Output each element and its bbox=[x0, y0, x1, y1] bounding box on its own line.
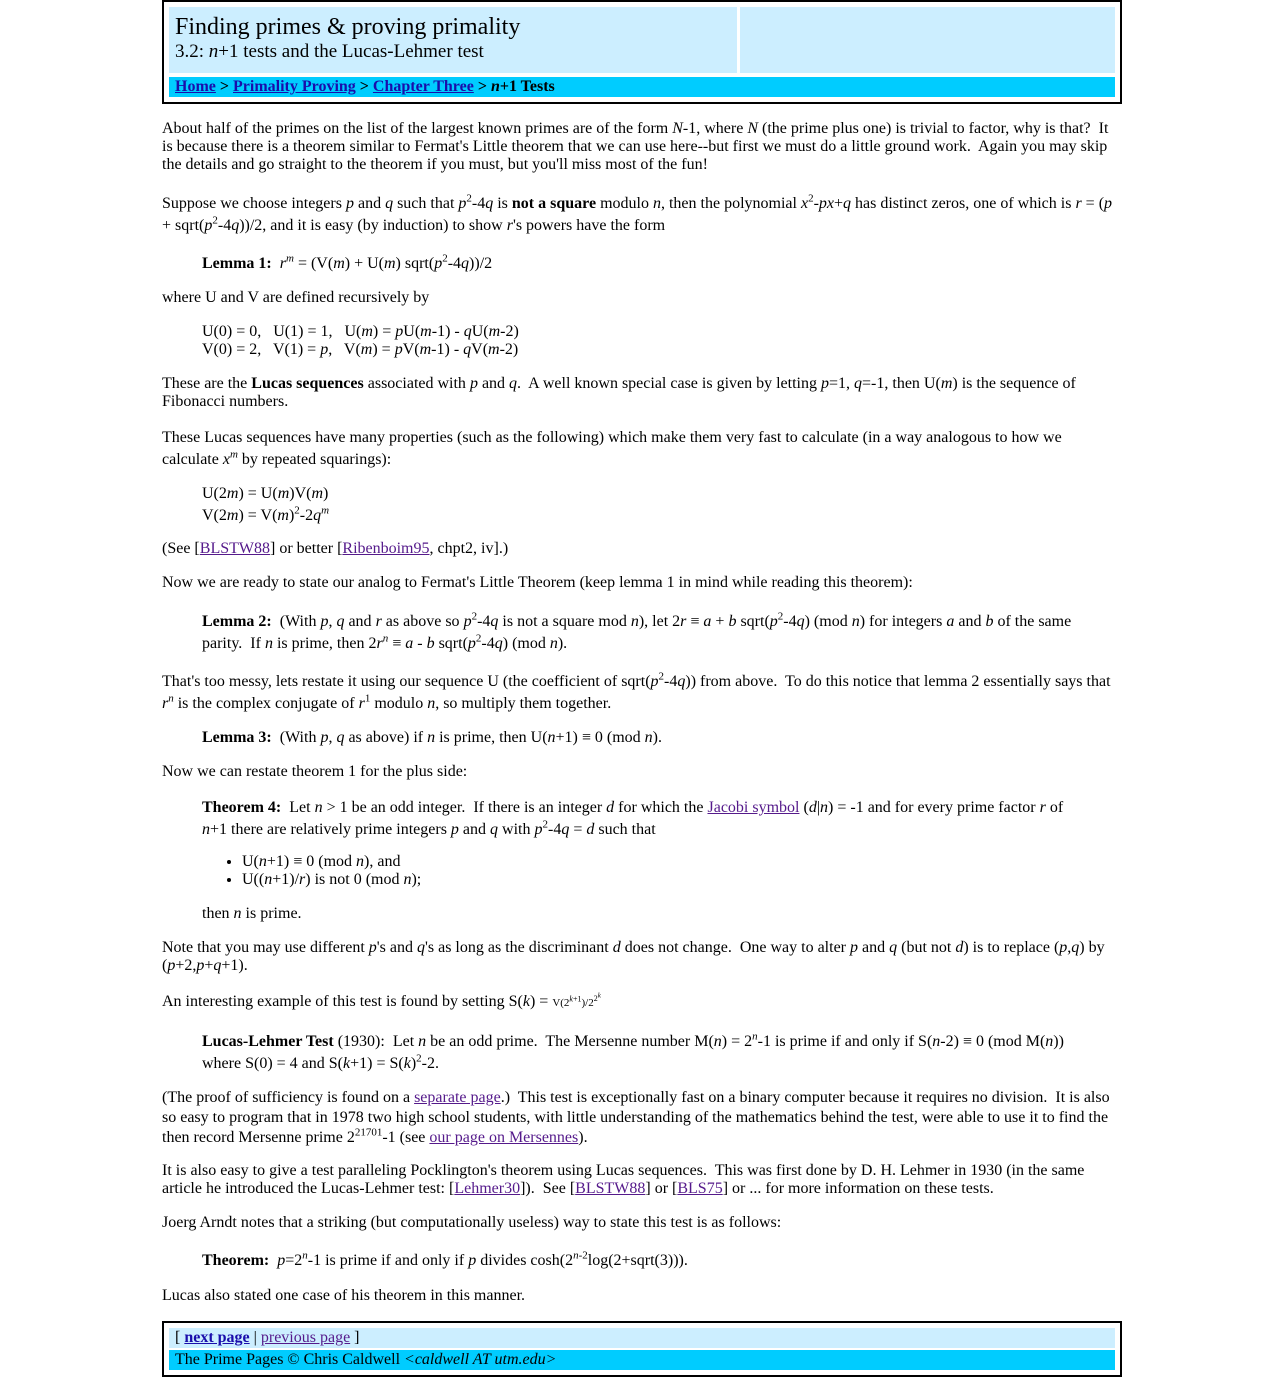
previous-page-link[interactable]: previous page bbox=[260, 1329, 351, 1346]
lemma-1-label: Lemma 1: bbox=[202, 255, 272, 272]
footer-box bbox=[162, 1321, 1122, 1377]
lucas-lehmer-label: Lucas-Lehmer Test bbox=[202, 1033, 334, 1050]
copyright-bar bbox=[169, 1350, 1115, 1370]
doubling-formulas: U(2m) = U(m)V(m) $V(2m) = V(m)^2-2q^m$ bbox=[202, 485, 330, 524]
fermat-analog-paragraph: Now we are ready to state our analog to Fermat's Little Theorem (keep lemma 1 in mind while reading this theorem): bbox=[162, 574, 913, 591]
lemma-3: Lemma 3: (With p, q as above) if n is prime, then U(n+1) ≡ 0 (mod n). bbox=[202, 729, 662, 746]
blstw88-link[interactable]: BLSTW88 bbox=[199, 540, 270, 557]
list-item: • U(n+1) ≡ 0 (mod n), and bbox=[242, 853, 1082, 871]
list-item: • U((n+1)/r) is not 0 (mod n); bbox=[242, 871, 1082, 889]
recursion-intro: where U and V are defined recursively by bbox=[162, 289, 430, 306]
restate-paragraph: That's too messy, lets restate it using our sequence U (the coefficient of $sqrt(p^2-4q)$) from above. To do this notice that lemma 2 essentially says that $r^n$ is the complex conjugate of $r^1$ modulo n, so multiply them together. bbox=[162, 670, 1111, 712]
page-nav: [ next page | previous page ] bbox=[169, 1328, 1115, 1348]
page-title: Finding primes & proving primality bbox=[175, 14, 521, 40]
theorem-intro: Now we can restate theorem 1 for the plus side: bbox=[162, 763, 468, 780]
lucas-manner-paragraph: Lucas also stated one case of his theorem in this manner. bbox=[162, 1287, 526, 1304]
subtitle-number: 3.2: bbox=[175, 41, 209, 62]
lucas-sequences-paragraph: These are the Lucas sequences associated with p and q. A well known special case is given by letting p=1, q=-1, then U(m) is the sequence of Fibonacci numbers. bbox=[162, 375, 1076, 410]
arndt-paragraph: Joerg Arndt notes that a striking (but computationally useless) way to state this test is as follows: bbox=[162, 1214, 782, 1231]
author-email: <caldwell AT utm.edu> bbox=[404, 1351, 557, 1368]
next-page-link[interactable]: next page bbox=[184, 1329, 250, 1346]
header-box bbox=[162, 0, 1122, 104]
references-paragraph: (See [BLSTW88] or better [Ribenboim95, chpt2, iv].) bbox=[162, 540, 509, 557]
properties-paragraph: These Lucas sequences have many properties (such as the following) which make them very fast to calculate (in a way analogous to how we calculate $x^m$ by repeated squarings): bbox=[162, 429, 1062, 468]
cosh-theorem: Theorem: $p=2^n-1$ is prime if and only if p divides $\cosh(2^{n-2}\log(2+sqrt(3)))$. bbox=[202, 1249, 688, 1269]
breadcrumb bbox=[169, 77, 1115, 97]
page-subtitle bbox=[175, 41, 731, 63]
copyright-text: The Prime Pages © Chris Caldwell bbox=[175, 1351, 405, 1368]
mersennes-link[interactable]: our page on Mersennes bbox=[429, 1129, 579, 1146]
discriminant-paragraph: Note that you may use different p's and q's as long as the discriminant d does not change. One way to alter p and q (but not d) is to replace (p,q) by (p+2,p+q+1). bbox=[162, 939, 1105, 974]
lucas-lehmer-test: Lucas-Lehmer Test (1930): Let n be an odd prime. The Mersenne number $M(n) = 2^n-1$ is prime if and only if S(n-2) ≡ 0 (mod M(n)) where S(0) = 4 and $S(k+1) = S(k)^2-2$. bbox=[202, 1030, 1064, 1072]
theorem-4-label: Theorem 4: bbox=[202, 799, 282, 816]
header-row bbox=[169, 7, 1115, 73]
header-title-cell bbox=[169, 7, 737, 73]
lehmer30-link[interactable]: Lehmer30 bbox=[454, 1180, 521, 1197]
breadcrumb-chapter-link[interactable]: Chapter Three bbox=[372, 78, 474, 95]
intro-paragraph: About half of the primes on the list of the largest known primes are of the form N-1, where N (the prime plus one) is trivial to factor, why is that? It is because there is a theorem similar to Fermat's Little theorem that we can use here--but first we must do a little ground work. Again you may skip the details and go straight to the theorem if you must, but you'll miss most of the fun! bbox=[162, 120, 1109, 173]
cosh-theorem-label: Theorem: bbox=[202, 1252, 270, 1269]
breadcrumb-home-link[interactable]: Home bbox=[175, 78, 216, 95]
bls75-link[interactable]: BLS75 bbox=[677, 1180, 723, 1197]
breadcrumb-separator: > bbox=[473, 78, 491, 95]
lemma-2-label: Lemma 2: bbox=[202, 613, 272, 630]
lemma-3-label: Lemma 3: bbox=[202, 729, 272, 746]
jacobi-symbol-link[interactable]: Jacobi symbol bbox=[707, 799, 800, 816]
separate-page-link[interactable]: separate page bbox=[414, 1089, 501, 1106]
example-paragraph: An interesting example of this test is found by setting $S(k) = V(2^{k+1})/2^{2^k}$ bbox=[162, 991, 601, 1010]
lemma-1: Lemma 1: $r^m = (V(m) + U(m)$ $sqrt(p^2-4q))/2$ bbox=[202, 252, 493, 272]
subtitle-n: n bbox=[208, 41, 219, 62]
ribenboim95-link[interactable]: Ribenboim95 bbox=[342, 540, 430, 557]
recursion-formulas: U(0) = 0, U(1) = 1, U(m) = pU(m-1) - qU(m-2) V(0) = 2, V(1) = p, V(m) = pV(m-1) - qV(m-2) bbox=[202, 323, 519, 358]
s-k-formula: $V(2^{k+1})/2^{2^k}$ bbox=[552, 991, 601, 1009]
header-empty-cell bbox=[740, 7, 1115, 73]
sufficiency-paragraph: (The proof of sufficiency is found on a separate page.) This test is exceptionally fast on a binary computer because it requires no division. It is also so easy to program that in 1978 two high school students, with little understanding of the mathematics behind the test, were able to use it to find the then record Mersenne prime $2^{21701}-1$ (see our page on Mersennes). bbox=[162, 1089, 1110, 1146]
breadcrumb-separator: > bbox=[215, 78, 233, 95]
breadcrumb-current-n: n bbox=[490, 78, 500, 95]
breadcrumb-separator: > bbox=[355, 78, 373, 95]
breadcrumb-primality-link[interactable]: Primality Proving bbox=[233, 78, 356, 95]
pocklington-paragraph: It is also easy to give a test paralleling Pocklington's theorem using Lucas sequences. This was first done by D. H. Lehmer in 1930 (in the same article he introduced the Lucas-Lehmer test: [Lehmer30]). See [BLSTW88] or [BLS75] or ... for more information on these tests. bbox=[162, 1162, 1085, 1197]
setup-paragraph: Suppose we choose integers p and q such that $p^2-4q$ is not a square modulo n, then the polynomial $x^2-px+q$ has distinct zeros, one of which is $r = (p + sqrt(p^2-4q))/2$, and it is easy (by induction) to show r's powers have the form bbox=[162, 192, 1113, 234]
lemma-2: Lemma 2: (With p, q and r as above so $p^2-4q$ is not a square mod n), let 2r ≡ a + b $sqrt(p^2-4q)$ (mod n) for integers a and b of the same parity. If n is prime, then $2r^n \equiv a - b$ $sqrt(p^2-4q)$ (mod n). bbox=[202, 610, 1072, 652]
blstw88-link-2[interactable]: BLSTW88 bbox=[575, 1180, 646, 1197]
breadcrumb-current: +1 Tests bbox=[499, 78, 555, 95]
theorem-4-conclusion: then n is prime. bbox=[202, 905, 302, 922]
theorem-4: Theorem 4: Let n > 1 be an odd integer. If there is an integer d for which the Jacobi symbol (d|n) = -1 and for every prime factor r of n+1 there are relatively prime integers p and q with $p^2-4q = d$ such that bbox=[202, 799, 1064, 838]
theorem-4-conditions bbox=[202, 853, 1082, 889]
subtitle-text: +1 tests and the Lucas-Lehmer test bbox=[218, 41, 484, 62]
